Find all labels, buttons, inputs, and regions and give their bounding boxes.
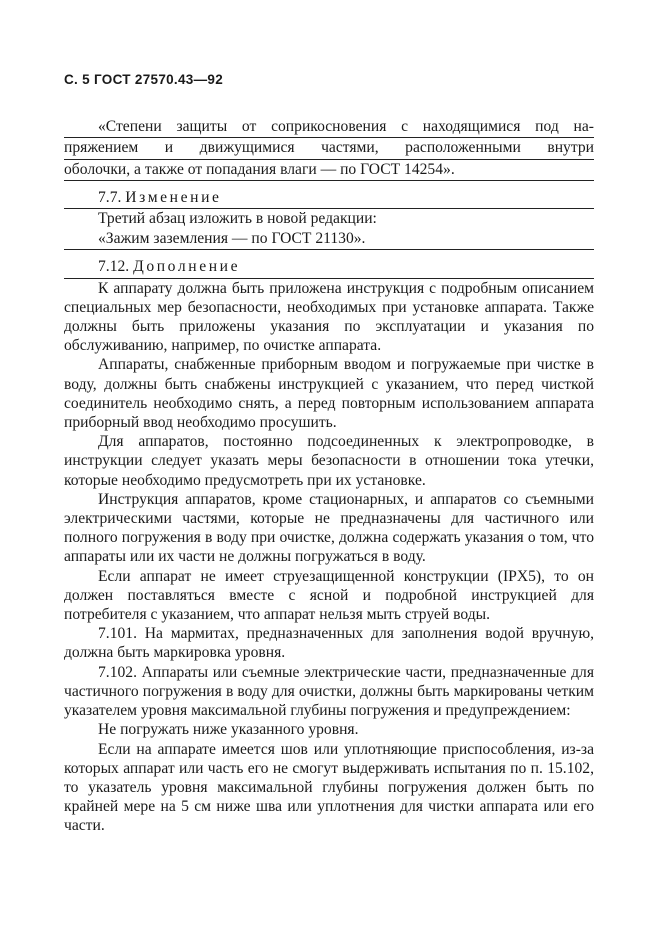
quote-line-1: «Степени защиты от соприкосновения с находящимися под на- [64, 117, 594, 138]
page-header: С. 5 ГОСТ 27570.43—92 [64, 72, 224, 87]
quote-line-2: пряжением и движущимися частями, расположенными внутри [64, 138, 594, 159]
section-7-7-number: 7.7. [98, 188, 122, 206]
paragraph-3: Для аппаратов, постоянно подсоединенных к электропроводке, в инструкции следует указать меры безопасности в отношении тока утечки, которые необходимо предусмотреть при их установке. [64, 433, 594, 489]
paragraph-4: Инструкция аппаратов, кроме стационарных, и аппаратов со съемными электрическими частями, которые не предназначены для частичного или полного погружения в воду при очистке, должна содержать указания о том, что аппараты или их части не должны погружаться в воду. [64, 490, 594, 566]
paragraph-7-101: 7.101. На мармитах, предназначенных для заполнения водой вручную, должна быть маркировка уровня. [64, 625, 594, 662]
paragraph-1: К аппарату должна быть приложена инструкция с подробным описанием специальных мер безопасности, необходимых при установке аппарата. Также должны быть приложены указания по эксплуатации и указания по обслуживанию, например, по очистке аппарата. [64, 279, 594, 355]
quote-block [64, 117, 594, 181]
warning-text: Не погружать ниже указанного уровня. [98, 721, 359, 739]
section-7-12-heading [64, 257, 594, 278]
paragraph-7-102: 7.102. Аппараты или съемные электрические части, предназначенные для частичного погружения в воду для очистки, должны быть маркированы четким указателем уровня максимальной глубины погружения и предупреждением: [64, 663, 594, 720]
section-7-12-title: Дополнение [133, 258, 241, 276]
paragraph-5: Если аппарат не имеет струезащищенной конструкции (IPX5), то он должен поставляться вместе с ясной и подробной инструкцией для потребителя с указанием, что аппарат нельзя мыть струей воды. [64, 567, 594, 624]
section-7-7-heading [64, 188, 594, 209]
section-7-12-body [64, 279, 594, 836]
section-7-7-title: Изменение [125, 188, 222, 206]
document-page [64, 70, 594, 836]
paragraph-seam: Если на аппарате имеется шов или уплотняющие приспособления, из-за которых аппарат или часть его не смогут выдерживать испытания по п. 15.102, то указатель уровня максимальной глубины погружения должен быть по крайней мере на 5 см ниже шва или уплотнения для чистки аппарата или его части. [64, 740, 594, 835]
section-7-12 [64, 257, 594, 835]
quote-line-3: оболочки, а также от попадания влаги — по ГОСТ 14254». [64, 160, 594, 181]
section-7-7-line-1: Третий абзац изложить в новой редакции: [98, 210, 377, 228]
paragraph-2: Аппараты, снабженные приборным вводом и погружаемые при чистке в воду, должны быть снабжены инструкцией с указанием, что перед чисткой соединитель необходимо снять, а перед повторным использованием аппарата приборный ввод необходимо просушить. [64, 356, 594, 432]
section-7-7-line-2: «Зажим заземления — по ГОСТ 21130». [64, 229, 594, 250]
section-7-7 [64, 188, 594, 251]
section-7-12-number: 7.12. [98, 258, 130, 276]
